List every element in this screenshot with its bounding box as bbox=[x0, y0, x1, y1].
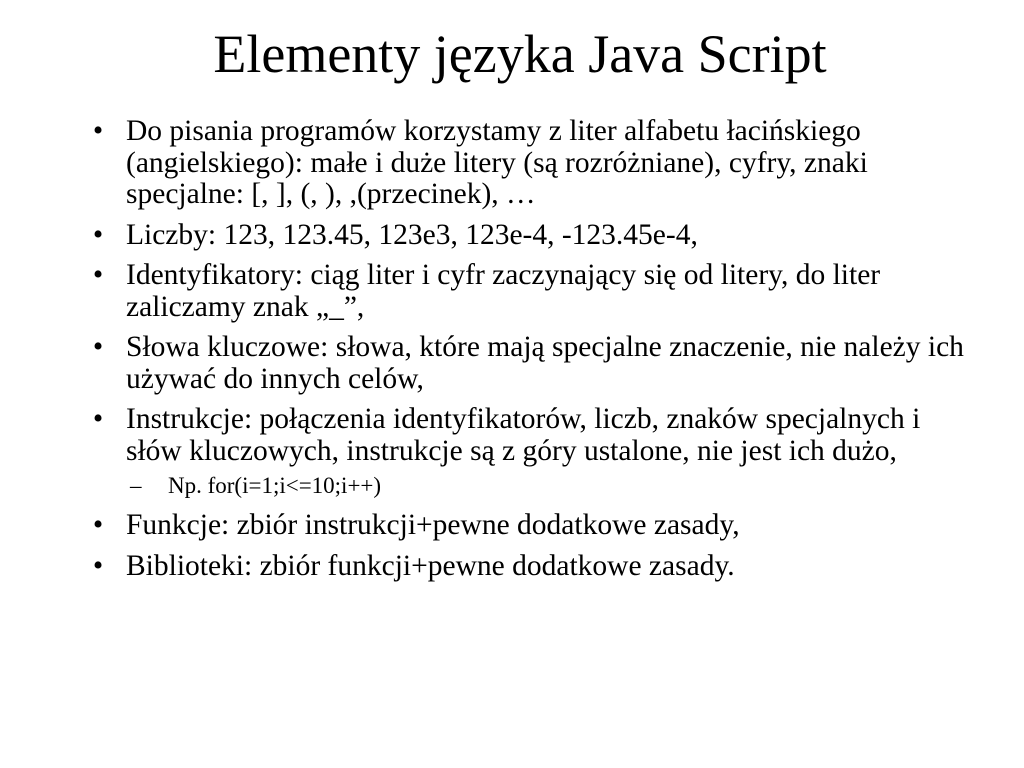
bullet-icon: • bbox=[92, 403, 104, 435]
bullet-icon: • bbox=[92, 509, 104, 541]
list-item bbox=[84, 116, 964, 211]
list-item bbox=[84, 332, 964, 395]
sub-list-item bbox=[84, 473, 964, 499]
list-item-text: Funkcje: zbiór instrukcji+pewne dodatkowe zasady, bbox=[126, 509, 740, 541]
bullet-icon: • bbox=[92, 259, 104, 291]
list-item bbox=[84, 510, 964, 542]
bullet-list bbox=[84, 116, 964, 591]
list-item-text: Identyfikatory: ciąg liter i cyfr zaczynający się od litery, do liter zaliczamy znak „_”, bbox=[126, 259, 881, 323]
sub-list-item-text: Np. for(i=1;i<=10;i++) bbox=[168, 473, 382, 498]
list-item-text: Liczby: 123, 123.45, 123e3, 123e-4, -123.45e-4, bbox=[126, 218, 698, 251]
bullet-icon: • bbox=[92, 218, 104, 251]
bullet-icon: • bbox=[92, 115, 104, 147]
list-item bbox=[84, 551, 964, 583]
bullet-icon: • bbox=[92, 331, 104, 363]
list-item bbox=[84, 260, 964, 323]
slide-title: Elementy języka Java Script bbox=[213, 24, 827, 84]
list-item-text: Biblioteki: zbiór funkcji+pewne dodatkowe zasady. bbox=[126, 549, 735, 582]
list-item-text: Słowa kluczowe: słowa, które mają specjalne znaczenie, nie należy ich używać do innych celów, bbox=[126, 331, 964, 395]
list-item bbox=[84, 404, 964, 467]
bullet-icon: • bbox=[92, 549, 104, 582]
dash-icon: – bbox=[130, 473, 142, 498]
list-item bbox=[84, 220, 964, 252]
list-item-text: Do pisania programów korzystamy z liter alfabetu łacińskiego (angielskiego): małe i duże litery (są rozróżniane), cyfry, znaki specjalne: [, ], (, ), ,(przecinek), … bbox=[126, 115, 868, 210]
list-item-text: Instrukcje: połączenia identyfikatorów, liczb, znaków specjalnych i słów kluczowych, instrukcje są z góry ustalone, nie jest ich dużo, bbox=[126, 403, 921, 467]
